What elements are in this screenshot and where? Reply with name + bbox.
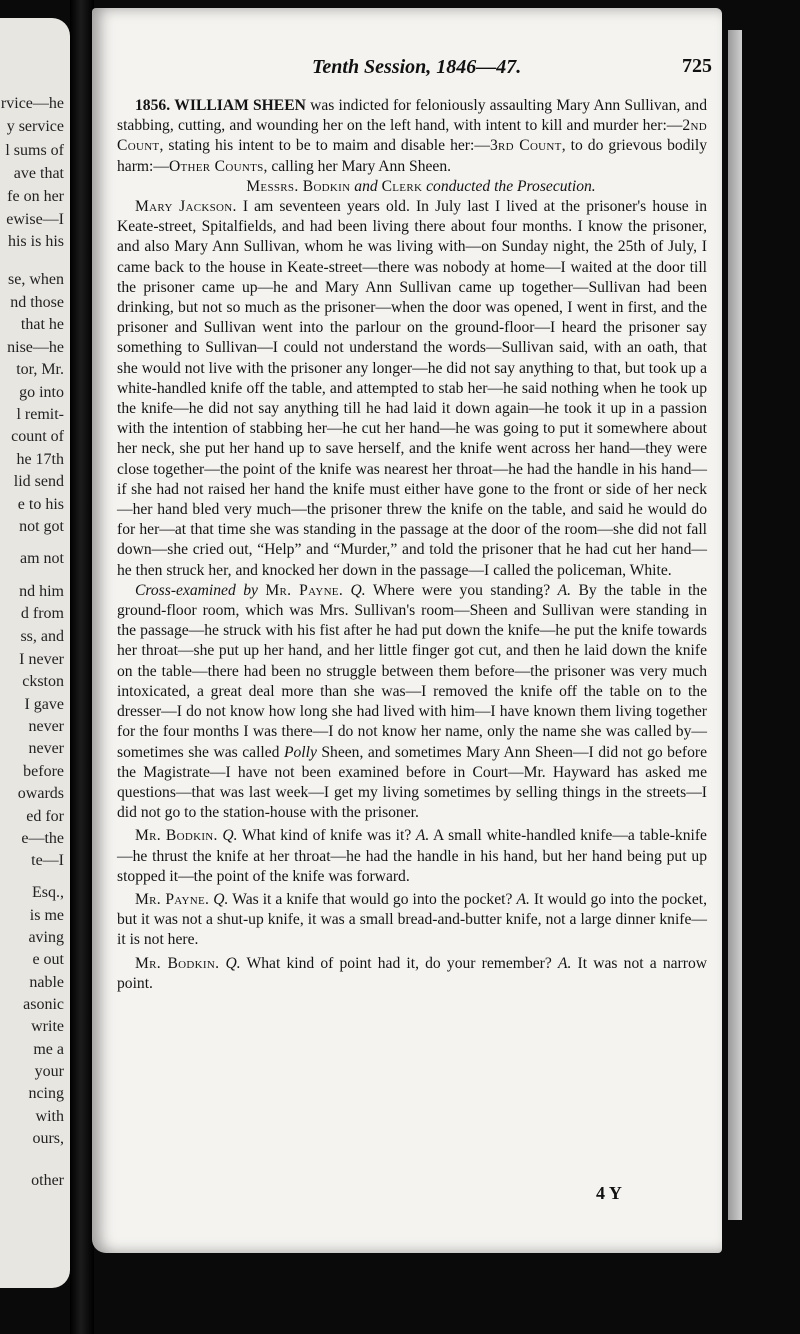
- testimony-paragraph: [117, 197, 707, 581]
- page-edge-strip: [728, 30, 742, 1220]
- left-page-fragment: nable: [29, 974, 64, 991]
- left-page-fragment: me a: [33, 1041, 64, 1058]
- running-header-title: Tenth Session, 1846—47.: [312, 56, 522, 78]
- left-page-fragment: am not: [20, 550, 64, 567]
- left-page-fragment: ckston: [22, 673, 64, 690]
- left-page-fragment: lid send: [13, 473, 64, 490]
- answer-marker: A.: [557, 954, 572, 972]
- speaker: Mr. Bodkin.: [135, 954, 220, 972]
- speaker: Mr. Payne.: [135, 890, 210, 908]
- right-book-edge: [722, 0, 800, 1334]
- left-page-fragment: d from: [20, 605, 64, 622]
- answer-text: A small white-handled knife—a table-knife—he thrust the knife at her throat—he had the handle in his hand, but her hand being put up stopped it—the point of the knife was forward.: [117, 827, 707, 885]
- answer-marker: A.: [557, 581, 572, 599]
- question-text: What kind of point had it, do your remember?: [240, 954, 552, 972]
- left-page-fragment: never: [28, 740, 64, 757]
- left-page-fragment: that he: [20, 316, 64, 333]
- question-text: What kind of knife was it?: [237, 827, 412, 845]
- left-page-fragment: e—the: [21, 830, 64, 847]
- left-page-fragment: te—I: [31, 852, 64, 869]
- left-page-fragment: with: [35, 1108, 64, 1125]
- left-page-fragment: Esq.,: [32, 884, 64, 901]
- question-marker: Q.: [222, 827, 238, 845]
- case-report: [117, 96, 707, 994]
- count3-text: , to do grievous bodily harm:—: [117, 137, 707, 175]
- answer-marker: A.: [516, 890, 530, 908]
- left-page-fragment: ss, and: [20, 628, 64, 645]
- left-page-fragment: y service: [6, 118, 64, 135]
- prosecution-text: conducted the Prosecution.: [422, 177, 596, 195]
- cross-counsel: Mr. Payne.: [265, 581, 344, 599]
- cross-examination-paragraph: [117, 581, 707, 823]
- question-marker: Q.: [350, 581, 366, 599]
- left-page-fragment: your: [34, 1063, 64, 1080]
- left-page-margin: [0, 18, 70, 1288]
- other-counts-text: , calling her Mary Ann Sheen.: [263, 157, 452, 175]
- answer-text: It was not a narrow point.: [117, 954, 707, 992]
- qa-paragraph: [117, 890, 707, 951]
- left-page-fragment: e to his: [17, 496, 64, 513]
- answer-text: By the table in the ground-floor room, which was Mrs. Sullivan's room—Sheen and Sullivan were standing in the passage—he struck with his fist after he had put down the knife—he put the knife towards her throat—she put up her hand, and her little finger got cut, and then he laid down the knife on the table—there had been no struggle between them before—the prisoner was very much intoxicated, a great deal more than she was—I removed the knife off the table on to the dresser—I do not know how long she had lived with him—I have known them living together for the four months I was there—I do not know her name, only the name she was called by—sometimes she was called: [117, 581, 707, 761]
- page-number: 725: [682, 55, 712, 77]
- left-page-fragment: ave that: [13, 165, 64, 182]
- left-page-fragment: other: [31, 1172, 64, 1189]
- left-page-fragment: se, when: [8, 271, 64, 288]
- cross-prefix: Cross-examined by: [135, 581, 266, 599]
- left-page-fragment: ncing: [28, 1085, 64, 1102]
- qa-paragraph: [117, 954, 707, 994]
- left-page-fragment: I never: [19, 651, 64, 668]
- question-marker: Q.: [225, 954, 241, 972]
- and-word: and: [350, 177, 382, 195]
- left-page-fragment: ed for: [26, 808, 64, 825]
- left-page-fragment: nise—he: [7, 339, 64, 356]
- witness-name: Mary Jackson.: [135, 198, 237, 216]
- left-page-fragment: count of: [11, 428, 64, 445]
- left-page-fragment: before: [23, 763, 64, 780]
- left-page-fragment: he 17th: [16, 451, 64, 468]
- left-page-fragment: tor, Mr.: [16, 361, 64, 378]
- count3-label: 3rd Count: [489, 137, 562, 155]
- left-page-fragment: aving: [28, 929, 64, 946]
- left-page-fragment: e out: [32, 951, 64, 968]
- case-number: 1856.: [135, 97, 171, 114]
- left-page-fragment: owards: [17, 785, 64, 802]
- defendant-name: WILLIAM SHEEN: [174, 97, 306, 114]
- testimony-text: I am seventeen years old. In July last I lived at the prisoner's house in Keate-street, Spitalfields, and had been living there about four months. I know the prisoner, and also Mary Ann Sullivan, whom he was living with—on Sunday night, the 25th of July, I came back to the house in Keate-street—there was nobody at home—I waited at the door till the prisoner came up—he and Mary Ann Sullivan came up together—Sullivan had been drinking, but not so much as the prisoner—when the door was opened, I went in first, and the prisoner and Sullivan went into the parlour on the ground-floor—I heard the prisoner say something to Sullivan—I could not understand the words—Sullivan said, with an oath, that she would not live with the prisoner any longer—he did not say anything to that, but took up a white-handled knife off the table, and attempted to stab her—he said nothing when he took up the knife—he did not say anything till he had laid it down again—he took it up in a passion with the intention of stabbing her—he cut her hand—he was going to put it somewhere about her neck, she put her hand up to save herself, and the knife went across her hand—they were close together—the point of the knife was nearest her throat—he had the handle in his hand—if she had not raised her hand the knife must either have gone to the front or side of her neck—her hand bled very much—the prisoner threw the knife on the table, and said he would do for her—at that time she was standing in the passage at the door of the room—she did not fall down—she cried out, “Help” and “Murder,” and told the prisoner that he had cut her hand—he then struck her, and knocked her down in the passage—I called the policeman, White.: [117, 198, 707, 579]
- left-page-fragment: his is his: [7, 233, 64, 250]
- indictment-text: was indicted for feloniously assaulting Mary Ann Sullivan, and stabbing, cutting, and wounding her on the left hand, with intent to kill and murder her:—: [117, 97, 707, 135]
- left-page-fragment: is me: [29, 907, 64, 924]
- left-page-fragment: nd him: [19, 583, 64, 600]
- left-page-fragment: not got: [19, 518, 64, 535]
- answer-text: It would go into the pocket, but it was not a shut-up knife, it was a small bread-and-butter knife, not a large dinner knife—it is not here.: [117, 890, 707, 949]
- counsel-b: Clerk: [381, 177, 423, 195]
- prosecution-line: [117, 177, 707, 197]
- answer-text-end: Sheen, and sometimes Mary Ann Sheen—I did not go before the Magistrate—I have not been examined before in Court—Mr. Hayward has asked me questions—that was last week—I get my living sometimes by selling things in the streets—I did not go to the station-house with the prisoner.: [117, 743, 707, 822]
- left-page-fragment: ours,: [32, 1130, 64, 1147]
- left-page-fragment: write: [31, 1018, 64, 1035]
- left-page-fragment: ewise—I: [6, 211, 64, 228]
- question-text: Where were you standing?: [365, 581, 551, 599]
- question-marker: Q.: [213, 890, 229, 908]
- speaker: Mr. Bodkin.: [135, 827, 218, 845]
- answer-marker: A.: [415, 827, 430, 845]
- other-counts-label: Other Counts: [168, 157, 264, 175]
- page: [92, 8, 722, 1253]
- polly-name: Polly: [283, 743, 317, 761]
- count2-label: 2nd Count: [117, 117, 707, 155]
- counsel-a: Messrs. Bodkin: [246, 177, 351, 195]
- left-page-fragment: fe on her: [7, 188, 64, 205]
- left-page-fragment: l remit-: [16, 406, 64, 423]
- left-page-fragment: I gave: [24, 696, 64, 713]
- qa-paragraph: [117, 826, 707, 887]
- left-page-fragment: l sums of: [5, 142, 64, 159]
- left-page-fragment: go into: [19, 384, 64, 401]
- signature-mark: 4 Y: [596, 1183, 622, 1203]
- left-page-fragment: rvice—he: [0, 95, 64, 112]
- question-text: Was it a knife that would go into the pocket?: [228, 890, 513, 908]
- indictment-paragraph: [117, 96, 707, 177]
- count2-text: , stating his intent to be to maim and disable her:—: [159, 137, 490, 155]
- book-gutter: [70, 0, 94, 1334]
- left-page-fragment: nd those: [10, 294, 64, 311]
- left-page-fragment: never: [28, 718, 64, 735]
- left-page-fragment: asonic: [23, 996, 64, 1013]
